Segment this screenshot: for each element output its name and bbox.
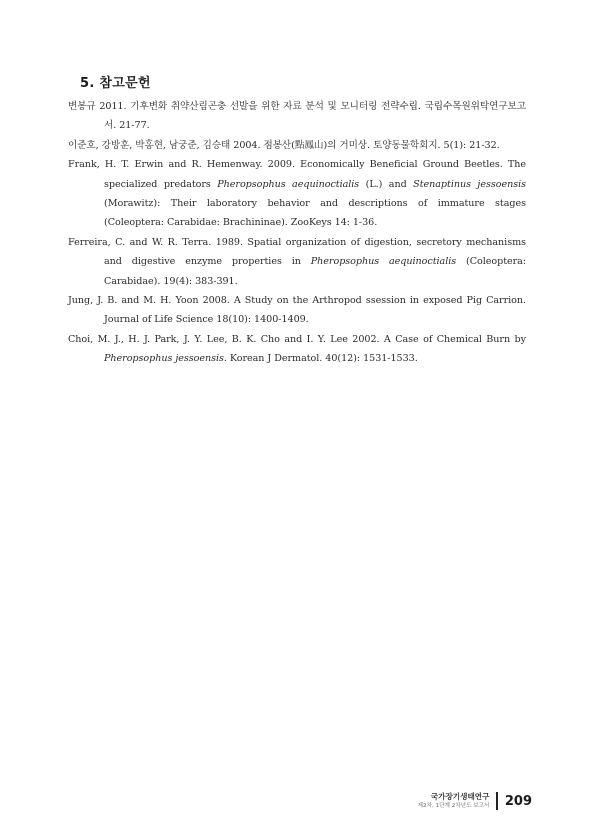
reference-text: (Coleoptera: Carabidae). 19(4): 383-391. [104,256,527,287]
reference-text: (L.) and [359,178,414,190]
species-name: Pheropsophus jessoensis [104,353,224,365]
reference-text: Jung, J. B. and M. H. Yoon 2008. A Study on the Arthropod ssession in exposed Pig Carrion. Journal of Life Science 18(10): 1400-1409. [68,295,526,326]
reference-text: Choi, M. J., H. J. Park, J. Y. Lee, B. K. Cho and I. Y. Lee 2002. A Case of Chemical Burn by [68,333,526,345]
species-name: Pheropsophus aequinoctialis [217,178,360,190]
reference-entry [68,97,526,136]
footer-title: 국가장기생태연구 [430,792,490,801]
reference-text: Frank, H. T. Erwin and R. Hemenway. 2009. Economically Beneficial Ground Beetles. The specialized predators [68,159,526,190]
reference-text: 이준호, 강방훈, 박홍현, 남궁준, 김승태 2004. 점봉산(點鳳山)의 거미상. 토양동물학회지. 5(1): 21-32. [68,139,500,151]
reference-entry [68,233,526,291]
reference-list [68,97,526,369]
species-name: Stenaptinus jessoensis [413,178,526,190]
section-title: 5. 참고문헌 [80,76,151,91]
reference-text: Ferreira, C. and W. R. Terra. 1989. Spatial organization of digestion, secretory mechanisms and digestive enzyme properties in [68,236,526,268]
reference-entry [68,136,526,155]
reference-entry [68,155,526,233]
page-footer [418,789,532,813]
footer-subtitle: 제2차, 1단계 2차년도 보고서 [417,803,490,809]
footer-divider [496,792,497,810]
footer-text [418,792,490,810]
reference-entry [68,330,526,369]
page-number: 209 [504,793,532,809]
reference-text: 변봉규 2011. 기후변화 취약산림곤충 선발을 위한 자료 분석 및 모니터링 전략수립. 국립수목원위탁연구보고서. 21-77. [68,101,526,132]
reference-entry [68,291,526,330]
reference-text: . Korean J Dermatol. 40(12): 1531-1533. [223,353,418,365]
species-name: Pheropsophus aequinoctialis [310,256,457,268]
reference-text: (Morawitz): Their laboratory behavior and descriptions of immature stages (Coleoptera: Carabidae: Brachininae). ZooKeys 14: 1-36. [104,198,526,229]
